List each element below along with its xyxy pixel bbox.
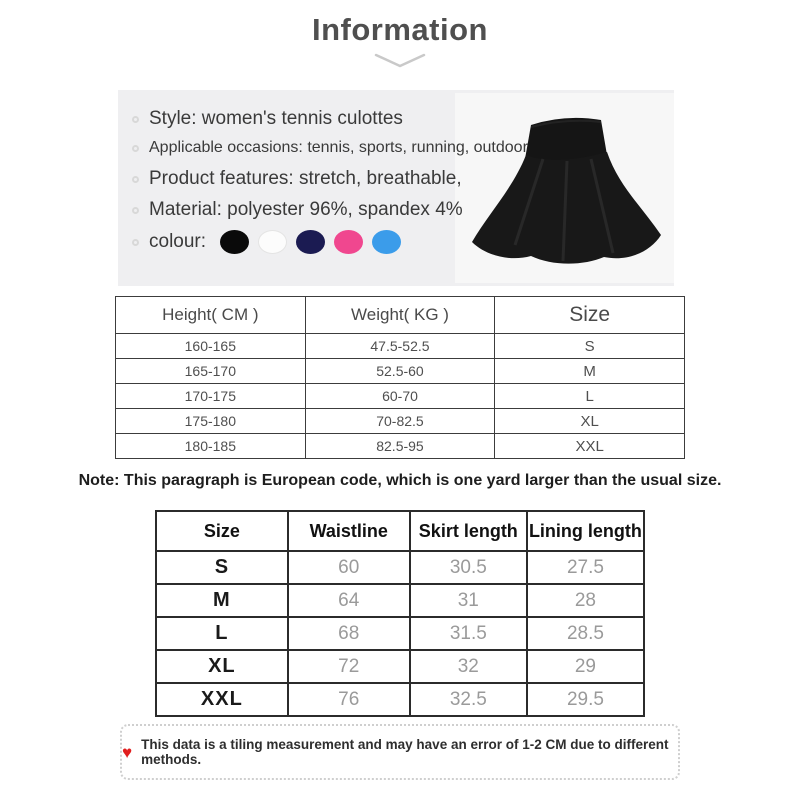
list-item	[132, 199, 652, 221]
chevron-down-icon	[0, 52, 800, 75]
column-header: Size	[156, 511, 288, 551]
column-header: Skirt length	[410, 511, 527, 551]
height-weight-size-table	[115, 296, 685, 459]
color-swatch-pink	[334, 230, 363, 254]
table-row	[156, 650, 644, 683]
table-row	[156, 551, 644, 584]
table-cell: 68	[288, 617, 410, 650]
table-row	[116, 334, 685, 359]
table-row	[116, 409, 685, 434]
attribute-features: Product features: stretch, breathable,	[149, 168, 462, 189]
table-cell: L	[495, 384, 685, 409]
column-header: Height( CM )	[116, 297, 306, 334]
table-cell: 52.5-60	[305, 359, 495, 384]
table-cell: M	[495, 359, 685, 384]
list-item	[132, 139, 652, 157]
table-header-row	[116, 297, 685, 334]
table-cell: M	[156, 584, 288, 617]
bullet-circle-icon	[132, 145, 139, 152]
sizing-note: Note: This paragraph is European code, which is one yard larger than the usual size.	[78, 472, 722, 489]
attribute-occasions: Applicable occasions: tennis, sports, running, outdoor	[149, 139, 528, 156]
table-row	[156, 617, 644, 650]
garment-measurements-table	[155, 510, 645, 717]
table-row	[116, 359, 685, 384]
table-cell: L	[156, 617, 288, 650]
page-title: Information	[312, 12, 488, 47]
table-cell: XL	[495, 409, 685, 434]
table-cell: 47.5-52.5	[305, 334, 495, 359]
table-cell: XXL	[495, 434, 685, 459]
table-cell: 175-180	[116, 409, 306, 434]
table-cell: 32	[410, 650, 527, 683]
table-cell: 31.5	[410, 617, 527, 650]
bullet-circle-icon	[132, 239, 139, 246]
table-cell: 28.5	[527, 617, 644, 650]
table-cell: 64	[288, 584, 410, 617]
table-cell: XL	[156, 650, 288, 683]
column-header: Weight( KG )	[305, 297, 495, 334]
table-cell: 160-165	[116, 334, 306, 359]
column-header: Waistline	[288, 511, 410, 551]
table-cell: 29	[527, 650, 644, 683]
color-swatch-black	[220, 230, 249, 254]
bullet-circle-icon	[132, 116, 139, 123]
table-cell: 165-170	[116, 359, 306, 384]
bullet-circle-icon	[132, 176, 139, 183]
attribute-material: Material: polyester 96%, spandex 4%	[149, 199, 463, 220]
table-cell: 76	[288, 683, 410, 716]
color-swatch-blue	[372, 230, 401, 254]
color-swatches	[220, 230, 410, 254]
heart-icon: ♥	[122, 742, 133, 762]
attribute-style: Style: women's tennis culottes	[149, 108, 403, 129]
product-attributes-list	[132, 108, 652, 263]
table-cell: XXL	[156, 683, 288, 716]
table-cell: 60-70	[305, 384, 495, 409]
disclaimer-text: This data is a tiling measurement and may have an error of 1-2 CM due to different methods.	[141, 737, 669, 767]
table-cell: 29.5	[527, 683, 644, 716]
color-swatch-white	[258, 230, 287, 254]
table-row	[156, 683, 644, 716]
list-item	[132, 168, 652, 190]
table-row	[116, 434, 685, 459]
list-item	[132, 230, 652, 254]
table-cell: 27.5	[527, 551, 644, 584]
bullet-circle-icon	[132, 207, 139, 214]
table-row	[116, 384, 685, 409]
table-cell: 180-185	[116, 434, 306, 459]
table-cell: 72	[288, 650, 410, 683]
color-swatch-navy	[296, 230, 325, 254]
table-cell: 30.5	[410, 551, 527, 584]
list-item	[132, 108, 652, 130]
table-cell: 31	[410, 584, 527, 617]
table-cell: S	[495, 334, 685, 359]
table-header-row	[156, 511, 644, 551]
measurement-disclaimer	[120, 724, 680, 780]
table-cell: 60	[288, 551, 410, 584]
product-info-panel	[118, 90, 674, 286]
attribute-colour-label: colour:	[149, 231, 207, 252]
table-row	[156, 584, 644, 617]
table-cell: 32.5	[410, 683, 527, 716]
table-cell: S	[156, 551, 288, 584]
column-header: Lining length	[527, 511, 644, 551]
table-cell: 170-175	[116, 384, 306, 409]
table-cell: 82.5-95	[305, 434, 495, 459]
column-header: Size	[495, 297, 685, 334]
table-cell: 70-82.5	[305, 409, 495, 434]
table-cell: 28	[527, 584, 644, 617]
